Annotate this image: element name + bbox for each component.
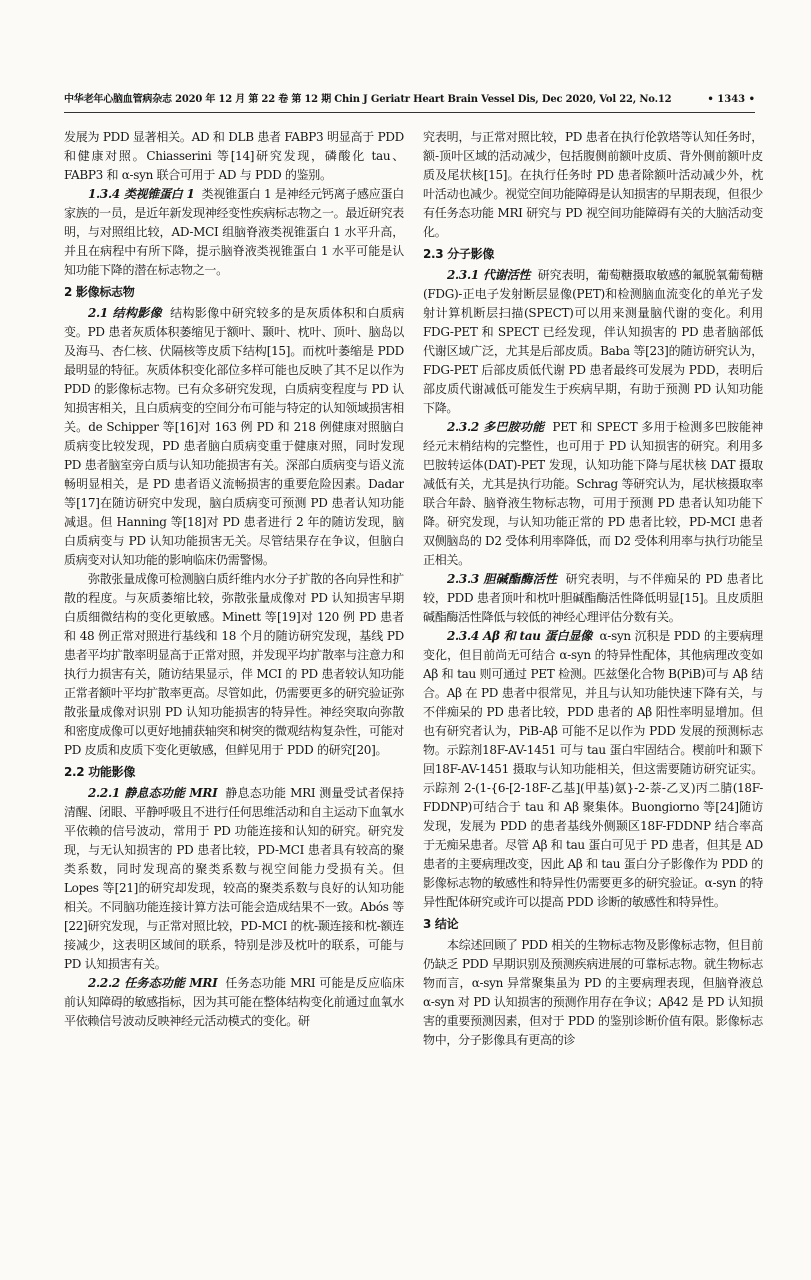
section-2-3-3	[423, 570, 763, 627]
section-heading-2: 2 影像标志物	[64, 285, 135, 299]
header-rule	[64, 112, 755, 113]
section-heading-2-2: 2.2 功能影像	[64, 765, 136, 779]
subsection-heading: 2.1 结构影像	[88, 306, 162, 320]
section-2-2-2	[64, 974, 404, 1031]
section-2-3-4	[423, 627, 763, 912]
paragraph-dti: 弥散张量成像可检测脑白质纤维内水分子扩散的各向异性和扩散的程度。与灰质萎缩比较，弥散张量成像对 PD 认知损害早期白质细微结构的变化更敏感。Minett 等[19]对 120 例 PD 患者和 48 例正常对照进行基线和 18 个月的随访研究发现，基线 PD 患者平均扩散率明显高于正常对照，并发现平均扩散率与注意力和执行力损害有关，随访结果显示，伴 MCI 的 PD 患者较认知功能正常者额叶平均扩散率更高。尽管如此，仍需要更多的研究验证弥散张量成像对识别 PD 认知功能损害的特异性。神经突取向弥散和密度成像可以更好地捕获轴突和树突的微观结构复杂性，可能对 PD 皮质和皮质下变化更敏感，但鲜见用于 PDD 的研究[20]。	[64, 572, 404, 757]
running-header	[64, 94, 755, 106]
paragraph-continued: 究表明，与正常对照比较，PD 患者在执行伦敦塔等认知任务时，额-顶叶区域的活动减少，包括腹侧前额叶皮质、背外侧前额叶皮质及尾状核[15]。在执行任务时 PD 患者除额叶活动减少外，枕叶活动也减少。视觉空间功能障碍是认知损害的早期表现，但很少有任务态功能 MRI 研究与 PD 视空间功能障碍有关的大脑活动变化。	[423, 130, 763, 239]
subsection-heading: 2.3.2 多巴胺功能	[447, 420, 545, 434]
subsection-heading: 2.3.1 代谢活性	[447, 268, 531, 282]
page-number: • 1343 •	[707, 94, 755, 105]
section-heading-3: 3 结论	[423, 917, 459, 931]
paragraph: 发展为 PDD 显著相关。AD 和 DLB 患者 FABP3 明显高于 PDD 和健康对照。Chiasserini 等[14]研究发现，磷酸化 tau、FABP3 和 α-syn 联合可用于 AD 与 PDD 的鉴别。	[64, 130, 404, 182]
section-2-3-1	[423, 266, 763, 418]
paragraph-text: PET 和 SPECT 多用于检测多巴胺能神经元末梢结构的完整性，也可用于 PD 认知损害的研究。利用多巴胺转运体(DAT)-PET 发现，认知功能下降与尾状核 DAT 摄取减低有关，尤其是执行功能。Schrag 等研究认为，尾状核摄取率联合年龄、脑脊液生物标志物，可用于预测 PD 患者认知功能下降。研究发现，与认知功能正常的 PD 患者比较，PD-MCI 患者双侧脑岛的 D2 受体利用率降低，而 D2 受体利用率与执行功能呈正相关。	[423, 420, 763, 567]
section-2-2-1	[64, 784, 404, 974]
paragraph-text: 静息态功能 MRI 测量受试者保持清醒、闭眼、平静呼吸且不进行任何思维活动和自主运动下血氧水平依赖的信号波动，常用于 PD 功能连接和认知的研究。研究发现，与无认知损害的 PD 患者比较，PD-MCI 患者具有较高的聚类系数，同时发现高的聚类系数与视空间能力受损有关。但 Lopes 等[21]的研究却发现，较高的聚类系数与良好的认知功能相关。不同脑功能连接计算方法可能会造成结果不一致。Abós 等[22]研究发现，与正常对照比较，PD-MCI 的枕-颞连接和枕-额连接减少，这表明区域间的联系，特别是涉及枕叶的联系，可能与 PD 认知损害有关。	[64, 786, 404, 971]
subsection-heading: 1.3.4 类视锥蛋白 1	[88, 187, 195, 201]
subsection-heading: 2.2.1 静息态功能 MRI	[88, 786, 218, 800]
subsection-heading: 2.3.4 Aβ 和 tau 蛋白显像	[447, 629, 593, 643]
subsection-heading: 2.3.3 胆碱酯酶活性	[447, 572, 558, 586]
section-heading-2-3: 2.3 分子影像	[423, 247, 495, 261]
paragraph-text: 结构影像中研究较多的是灰质体积和白质病变。PD 患者灰质体积萎缩见于额叶、颞叶、枕叶、顶叶、脑岛以及海马、杏仁核、伏隔核等皮质下结构[15]。而枕叶萎缩是 PDD 最明显的特征。灰质体积变化部位多样可能也反映了其不足以作为 PDD 的影像标志物。已有众多研究发现，白质病变程度与 PD 认知损害相关，且白质病变的空间分布可能与特定的认知领域损害相关。de Schipper 等[16]对 163 例 PD 和 218 例健康对照脑白质病变比较发现，PD 患者脑白质病变重于健康对照，同时发现 PD 患者脑室旁白质与认知功能损害有关。深部白质病变与语义流畅明显相关，是 PD 患者语义流畅损害的重要危险因素。Dadar 等[17]在随访研究中发现，脑白质病变可预测 PD 患者认知功能减退。但 Hanning 等[18]对 PD 患者进行 2 年的随访发现，脑白质病变与 PD 认知功能损害无关。尽管结果存在争议，但脑白质病变对认知功能的影响临床仍需警惕。	[64, 306, 404, 567]
paragraph-text: 研究表明，葡萄糖摄取敏感的氟脱氧葡萄糖(FDG)-正电子发射断层显像(PET)和检测脑血流变化的单光子发射计算机断层扫描(SPECT)可以用来测量脑代谢的变化。利用 FDG-PET 和 SPECT 已经发现，伴认知损害的 PD 患者脑部低代谢区域广泛，尤其是后部皮质。Baba 等[23]的随访研究认为，FDG-PET 后部皮质低代谢 PD 患者最终可发展为 PDD，表明后部皮质代谢减低可能发生于疾病早期，有助于预测 PD 认知功能下降。	[423, 268, 763, 415]
journal-citation: 中华老年心脑血管病杂志 2020 年 12 月 第 22 卷 第 12 期 Chin J Geriatr Heart Brain Vessel Dis, Dec 2020, Vol 22, No.12	[64, 94, 672, 105]
right-column	[423, 128, 763, 1050]
section-1-3-4	[64, 185, 404, 280]
paragraph-text: 类视锥蛋白 1 是神经元钙离子感应蛋白家族的一员，是近年新发现神经变性疾病标志物之一。最近研究表明，与对照组比较，AD-MCI 组脑脊液类视锥蛋白 1 水平升高，并且在病程中有所下降，提示脑脊液类视锥蛋白 1 水平可能是认知功能下降的潜在标志物之一。	[64, 187, 404, 277]
paragraph-text: α-syn 沉积是 PDD 的主要病理变化，但目前尚无可结合 α-syn 的特异性配体，其他病理改变如 Aβ 和 tau 则可通过 PET 检测。匹兹堡化合物 B(PiB)可与 Aβ 结合。Aβ 在 PD 患者中很常见，并且与认知功能快速下降有关，与不伴痴呆的 PD 患者比较，PDD 患者的 Aβ 阳性率明显增加。但也有研究者认为，PiB-Aβ 可能不足以作为 PDD 发展的预测标志物。示踪剂18F-AV-1451 可与 tau 蛋白牢固结合。楔前叶和颞下回18F-AV-1451 摄取与认知功能相关，但这需要随访研究证实。示踪剂 2-(1-{6-[2-18F-乙基](甲基)氨}-2-萘-乙叉)丙二腈(18F-FDDNP)可结合于 tau 和 Aβ 聚集体。Buongiorno 等[24]随访发现，发展为 PDD 的患者基线外侧颞区18F-FDDNP 结合率高于无痴呆患者。尽管 Aβ 和 tau 蛋白可见于 PD 患者，但其是 AD 患者的主要病理改变，因此 Aβ 和 tau 蛋白分子影像作为 PDD 的影像标志物的敏感性和特异性仍需要更多的研究验证。α-syn 的特异性配体研究或许可以提高 PDD 诊断的敏感性和特异性。	[423, 629, 763, 909]
left-column	[64, 128, 404, 1031]
subsection-heading: 2.2.2 任务态功能 MRI	[88, 976, 218, 990]
paragraph-text: 研究表明，与不伴痴呆的 PD 患者比较，PDD 患者顶叶和枕叶胆碱酯酶活性降低明显[15]。且皮质胆碱酯酶活性降低与较低的神经心理评估分数有关。	[423, 572, 763, 624]
section-2-3-2	[423, 418, 763, 570]
paragraph-text: 任务态功能 MRI 可能是反应临床前认知障碍的敏感指标，因为其可能在整体结构变化前通过血氧水平依赖信号波动反映神经元活动模式的变化。研	[64, 976, 404, 1028]
paragraph-conclusion: 本综述回顾了 PDD 相关的生物标志物及影像标志物，但目前仍缺乏 PDD 早期识别及预测疾病进展的可靠标志物。就生物标志物而言，α-syn 异常聚集虽为 PD 的主要病理表现，但脑脊液总 α-syn 对 PD 认知损害的预测作用存在争议；Aβ42 是 PD 认知损害的重要预测因素，但对于 PDD 的鉴别诊断价值有限。影像标志物中，分子影像具有更高的诊	[423, 938, 763, 1047]
section-2-1	[64, 304, 404, 570]
